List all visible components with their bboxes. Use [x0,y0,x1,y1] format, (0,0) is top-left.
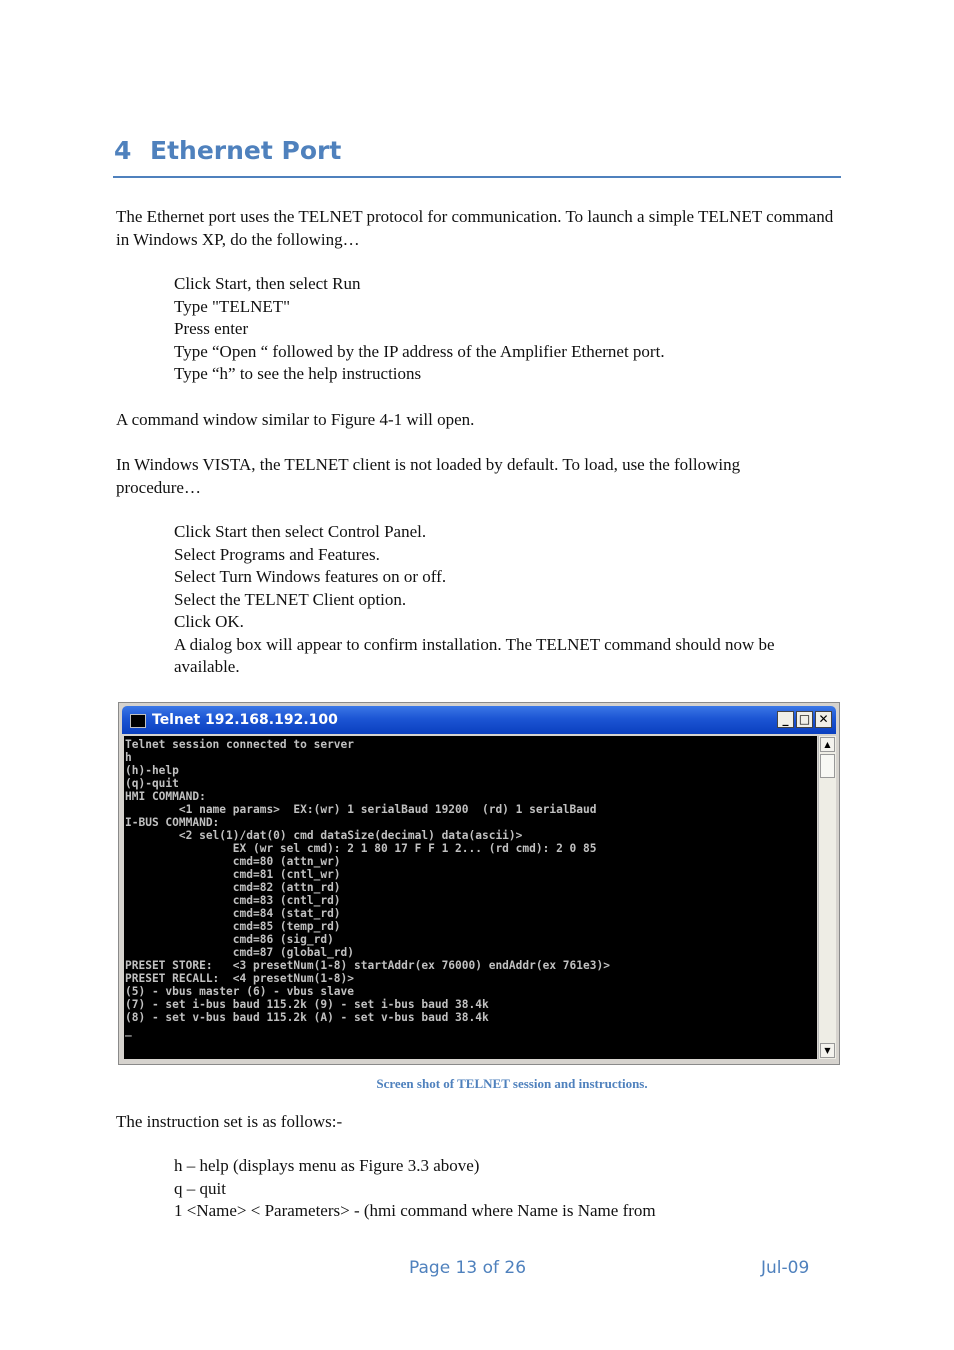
list-item: Click OK. [174,612,244,631]
console-line: Telnet session connected to server [125,738,355,751]
vista-intro-paragraph: In Windows VISTA, the TELNET client is not loaded by default. To load, use the following procedure… [116,455,741,497]
list-item: Type “h” to see the help instructions [174,364,422,383]
list-item: Type "TELNET" [174,296,291,316]
scroll-down-arrow-icon[interactable]: ▼ [820,1043,835,1058]
minimize-button[interactable]: _ [777,711,794,728]
console-line: cmd=81 (cntl_wr) [232,868,341,881]
vista-steps-list [174,521,834,679]
console-line: <2 sel(1)/dat(0) cmd dataSize(decimal) data(ascii)> [178,829,523,842]
console-line: cmd=80 (attn_wr) [232,855,341,868]
figure-caption: Screen shot of TELNET session and instructions. [376,1076,648,1091]
console-line: (5) - vbus master (6) - vbus slave [125,985,355,998]
console-line: cmd=86 (sig_rd) [232,933,334,946]
console-line: (8) - set v-bus baud 115.2k (A) - set v-bus baud 38.4k [125,1011,489,1024]
telnet-window-screenshot [118,702,840,1065]
intro-paragraph: The Ethernet port uses the TELNET protocol for communication. To launch a simple TELNET command in Windows XP, do the following… [116,207,834,249]
footer-date: Jul-09 [761,1258,810,1278]
console-line: (q)-quit [125,777,179,790]
heading-rule [113,176,841,178]
scroll-thumb[interactable] [820,754,835,778]
console-line: cmd=84 (stat_rd) [232,907,341,920]
console-line: (7) - set i-bus baud 115.2k (9) - set i-bus baud 38.4k [125,998,489,1011]
list-item: A dialog box will appear to confirm installation. The TELNET command should now be available. [174,634,775,676]
list-item: Select the TELNET Client option. [174,589,407,609]
list-item: q – quit [174,1178,226,1198]
console-line: _ [125,1024,132,1037]
list-item: Select Turn Windows features on or off. [174,567,447,586]
console-line: cmd=83 (cntl_rd) [232,894,341,907]
console-icon [130,714,146,728]
window-title: Telnet 192.168.192.100 [152,712,338,728]
console-output [124,736,817,1059]
instructions-list [174,1155,834,1223]
console-line: PRESET RECALL: <4 presetNum(1-8)> [125,972,355,985]
console-text [124,736,817,1037]
list-item: Click Start then select Control Panel. [174,522,427,541]
window-titlebar [122,706,836,734]
console-line: cmd=87 (global_rd) [232,946,355,959]
maximize-button[interactable]: □ [796,711,813,728]
console-line: EX (wr sel cmd): 2 1 80 17 F F 1 2... (rd cmd): 2 0 85 [232,842,597,855]
command-window-note: A command window similar to Figure 4-1 will open. [116,410,475,429]
instruction-intro: The instruction set is as follows:- [116,1112,343,1131]
list-item: Click Start, then select Run [174,274,361,293]
section-heading [114,136,840,165]
section-title: Ethernet Port [150,136,342,165]
list-item: Press enter [174,319,249,338]
list-item: Type “Open “ followed by the IP address of the Amplifier Ethernet port. [174,341,665,361]
console-line: cmd=85 (temp_rd) [232,920,341,933]
list-item: h – help (displays menu as Figure 3.3 above) [174,1156,480,1175]
console-line: HMI COMMAND: [125,790,206,803]
console-line: I-BUS COMMAND: [125,816,220,829]
xp-steps-list [174,273,834,386]
close-button[interactable]: ✕ [815,711,832,728]
console-line: PRESET STORE: <3 presetNum(1-8) startAddr(ex 76000) endAddr(ex 761e3)> [125,959,610,972]
list-item: 1 <Name> < Parameters> - (hmi command where Name is Name from [174,1201,656,1220]
page-number: Page 13 of 26 [409,1258,527,1278]
scroll-up-arrow-icon[interactable]: ▲ [820,737,835,752]
vertical-scrollbar[interactable] [818,736,836,1059]
console-line: h [125,751,132,764]
console-line: (h)-help [125,764,179,777]
console-line: <1 name params> EX:(wr) 1 serialBaud 19200 (rd) 1 serialBaud [178,803,597,816]
console-line: cmd=82 (attn_rd) [232,881,341,894]
list-item: Select Programs and Features. [174,544,380,564]
section-number: 4 [114,136,132,165]
